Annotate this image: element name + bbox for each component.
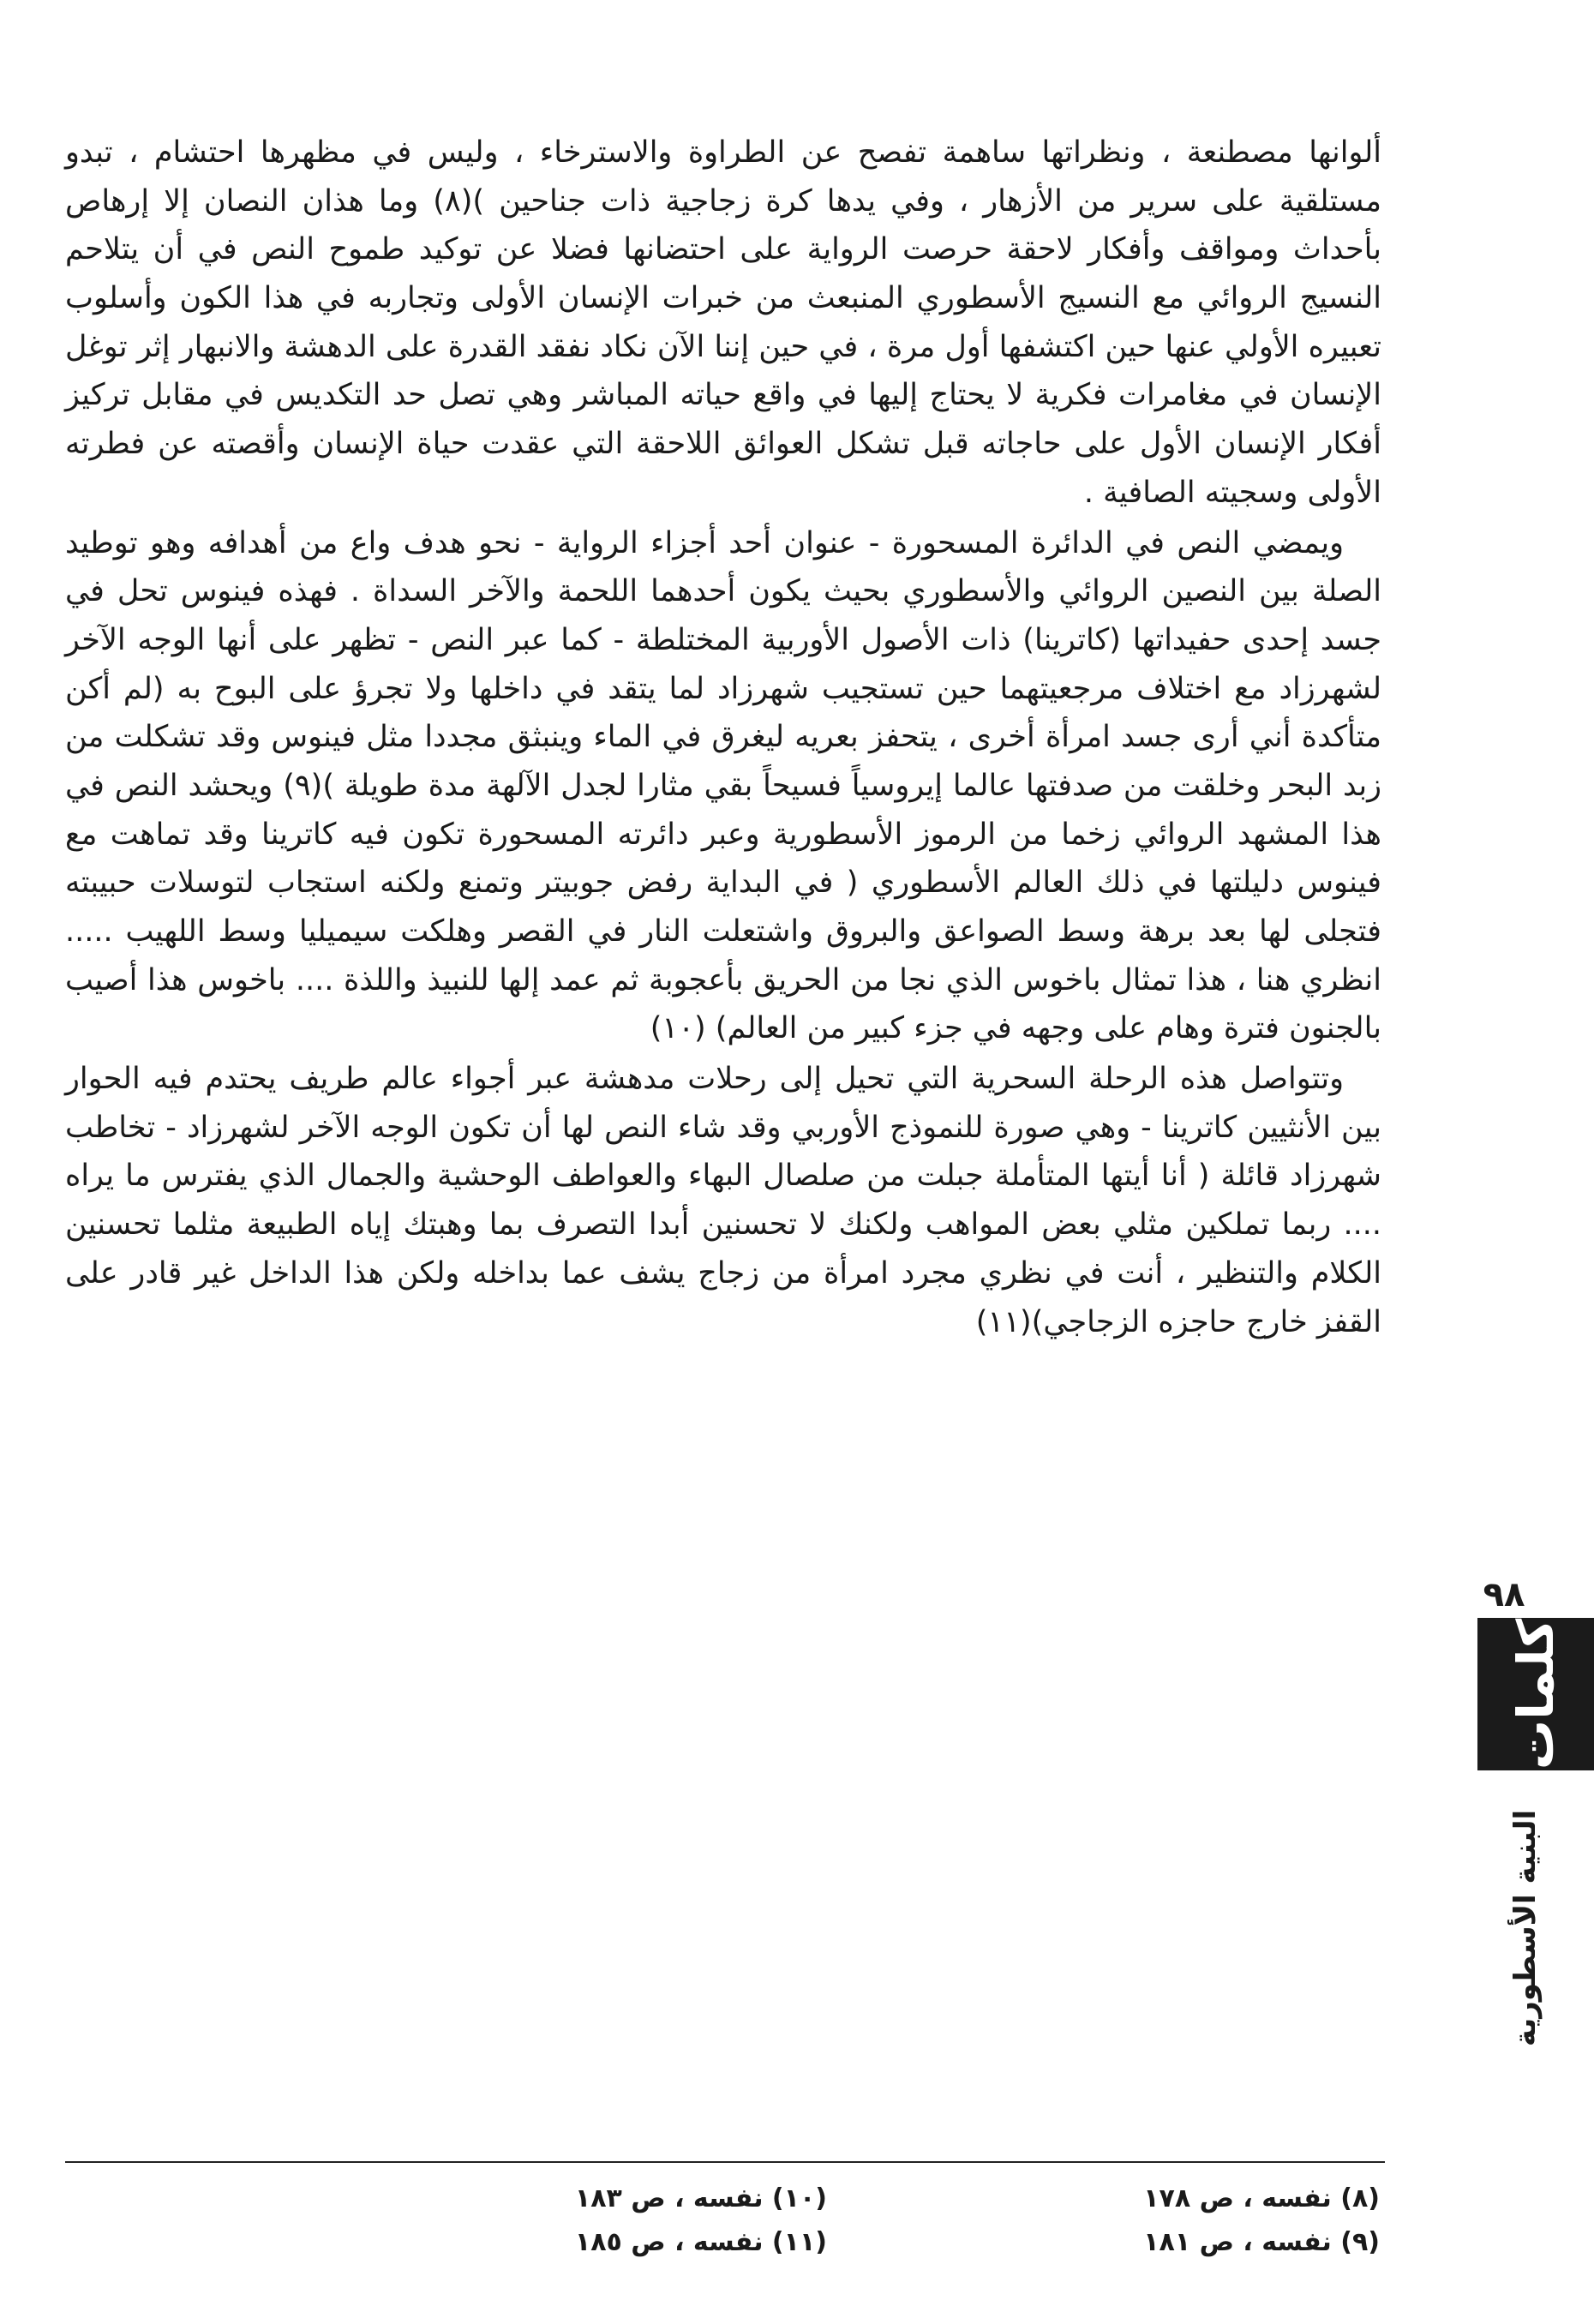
footnote: (١٠) نفسه ، ص ١٨٣: [574, 2183, 827, 2213]
footnotes: [309, 2183, 1380, 2257]
running-title-label: البنية الأسطورية: [1508, 1809, 1543, 2047]
footnote: (٨) نفسه ، ص ١٧٨: [1143, 2183, 1380, 2213]
journal-tab: [1477, 1618, 1594, 1770]
page-number: ٩٨: [1483, 1575, 1525, 1614]
journal-tab-label: كلمات: [1507, 1618, 1566, 1770]
paragraph: وتتواصل هذه الرحلة السحرية التي تحيل إلى رحلات مدهشة عبر أجواء عالم طريف يحتدم فيه الحوار بين الأنثيين كاترينا - وهي صورة للنموذج الأوربي وقد شاء النص لها أن تكون الوجه الآخر لشهرزاد - تخاطب شهرزاد قائلة ( أنا أيتها المتأملة جبلت من صلصال البهاء والعواطف الوحشية والجمال الذي يفترس ما يراه .... ربما تملكين مثلي بعض المواهب ولكنك لا تحسنين أبدا التصرف بما وهبتك إياه الطبيعة مثلما تحسنين الكلام والتنظير ، أنت في نظري مجرد امرأة من زجاج يشف عما بداخله ولكن هذا الداخل غير قادر على القفز خارج حاجزه الزجاجي)(١١): [65, 1062, 1381, 1339]
footnote-divider: [65, 2161, 1385, 2163]
footnote: (٩) نفسه ، ص ١٨١: [1143, 2227, 1380, 2257]
footnote: (١١) نفسه ، ص ١٨٥: [574, 2227, 827, 2257]
running-title: [1457, 1791, 1594, 2099]
body-text: [65, 129, 1381, 1346]
paragraph: ويمضي النص في الدائرة المسحورة - عنوان أحد أجزاء الرواية - نحو هدف واع من أهدافه وهو توطيد الصلة بين النصين الروائي والأسطوري بحيث يكون أحدهما اللحمة والآخر السداة . فهذه فينوس تحل في جسد إحدى حفيداتها (كاترينا) ذات الأصول الأوربية المختلطة - كما عبر النص - تظهر على أنها الوجه الآخر لشهرزاد مع اختلاف مرجعيتهما حين تستجيب شهرزاد لما يتقد في داخلها ولا تجرؤ على البوح به (لم أكن متأكدة أني أرى جسد امرأة أخرى ، يتحفز بعريه ليغرق في الماء وينبثق مجددا مثل فينوس وقد تشكلت من زبد البحر وخلقت من صدفتها عالما إيروسياً فسيحاً بقي مثارا لجدل الآلهة مدة طويلة )(٩) ويحشد النص في هذا المشهد الروائي زخما من الرموز الأسطورية وعبر دائرته المسحورة تكون فيه كاترينا وقد تماهت مع فينوس دليلتها في ذلك العالم الأسطوري ( في البداية رفض جوبيتر وتمنع ولكنه استجاب لتوسلات حبيبته فتجلى لها بعد برهة وسط الصواعق والبروق واشتعلت النار في القصر وهلكت سيميليا وسط اللهيب ..... انظري هنا ، هذا تمثال باخوس الذي نجا من الحريق بأعجوبة ثم عمد إلها للنبيذ واللذة .... باخوس هذا أصيب بالجنون فترة وهام على وجهه في جزء كبير من العالم) (١٠): [65, 525, 1382, 1046]
paragraph: ألوانها مصطنعة ، ونظراتها ساهمة تفصح عن الطراوة والاسترخاء ، وليس في مظهرها احتشام ، تبدو مستلقية على سرير من الأزهار ، وفي يدها كرة زجاجية ذات جناحين )(٨) وما هذان النصان إلا إرهاص بأحداث ومواقف وأفكار لاحقة حرصت الرواية على احتضانها فضلا عن توكيد طموح النص في أن يتلاحم النسيج الروائي مع النسيج الأسطوري المنبعث من خبرات الإنسان الأولى وتجاربه في هذا الكون وأسلوب تعبيره الأولي عنها حين اكتشفها أول مرة ، في حين إننا الآن نكاد نفقد القدرة على الدهشة والانبهار إثر توغل الإنسان في مغامرات فكرية لا يحتاج إليها في واقع حياته المباشر وهي تصل حد التكديس في مقابل تركيز أفكار الإنسان الأول على حاجاته قبل تشكل العوائق اللاحقة التي عقدت حياة الإنسان وأقصته عن فطرته الأولى وسجيته الصافية .: [65, 135, 1381, 510]
